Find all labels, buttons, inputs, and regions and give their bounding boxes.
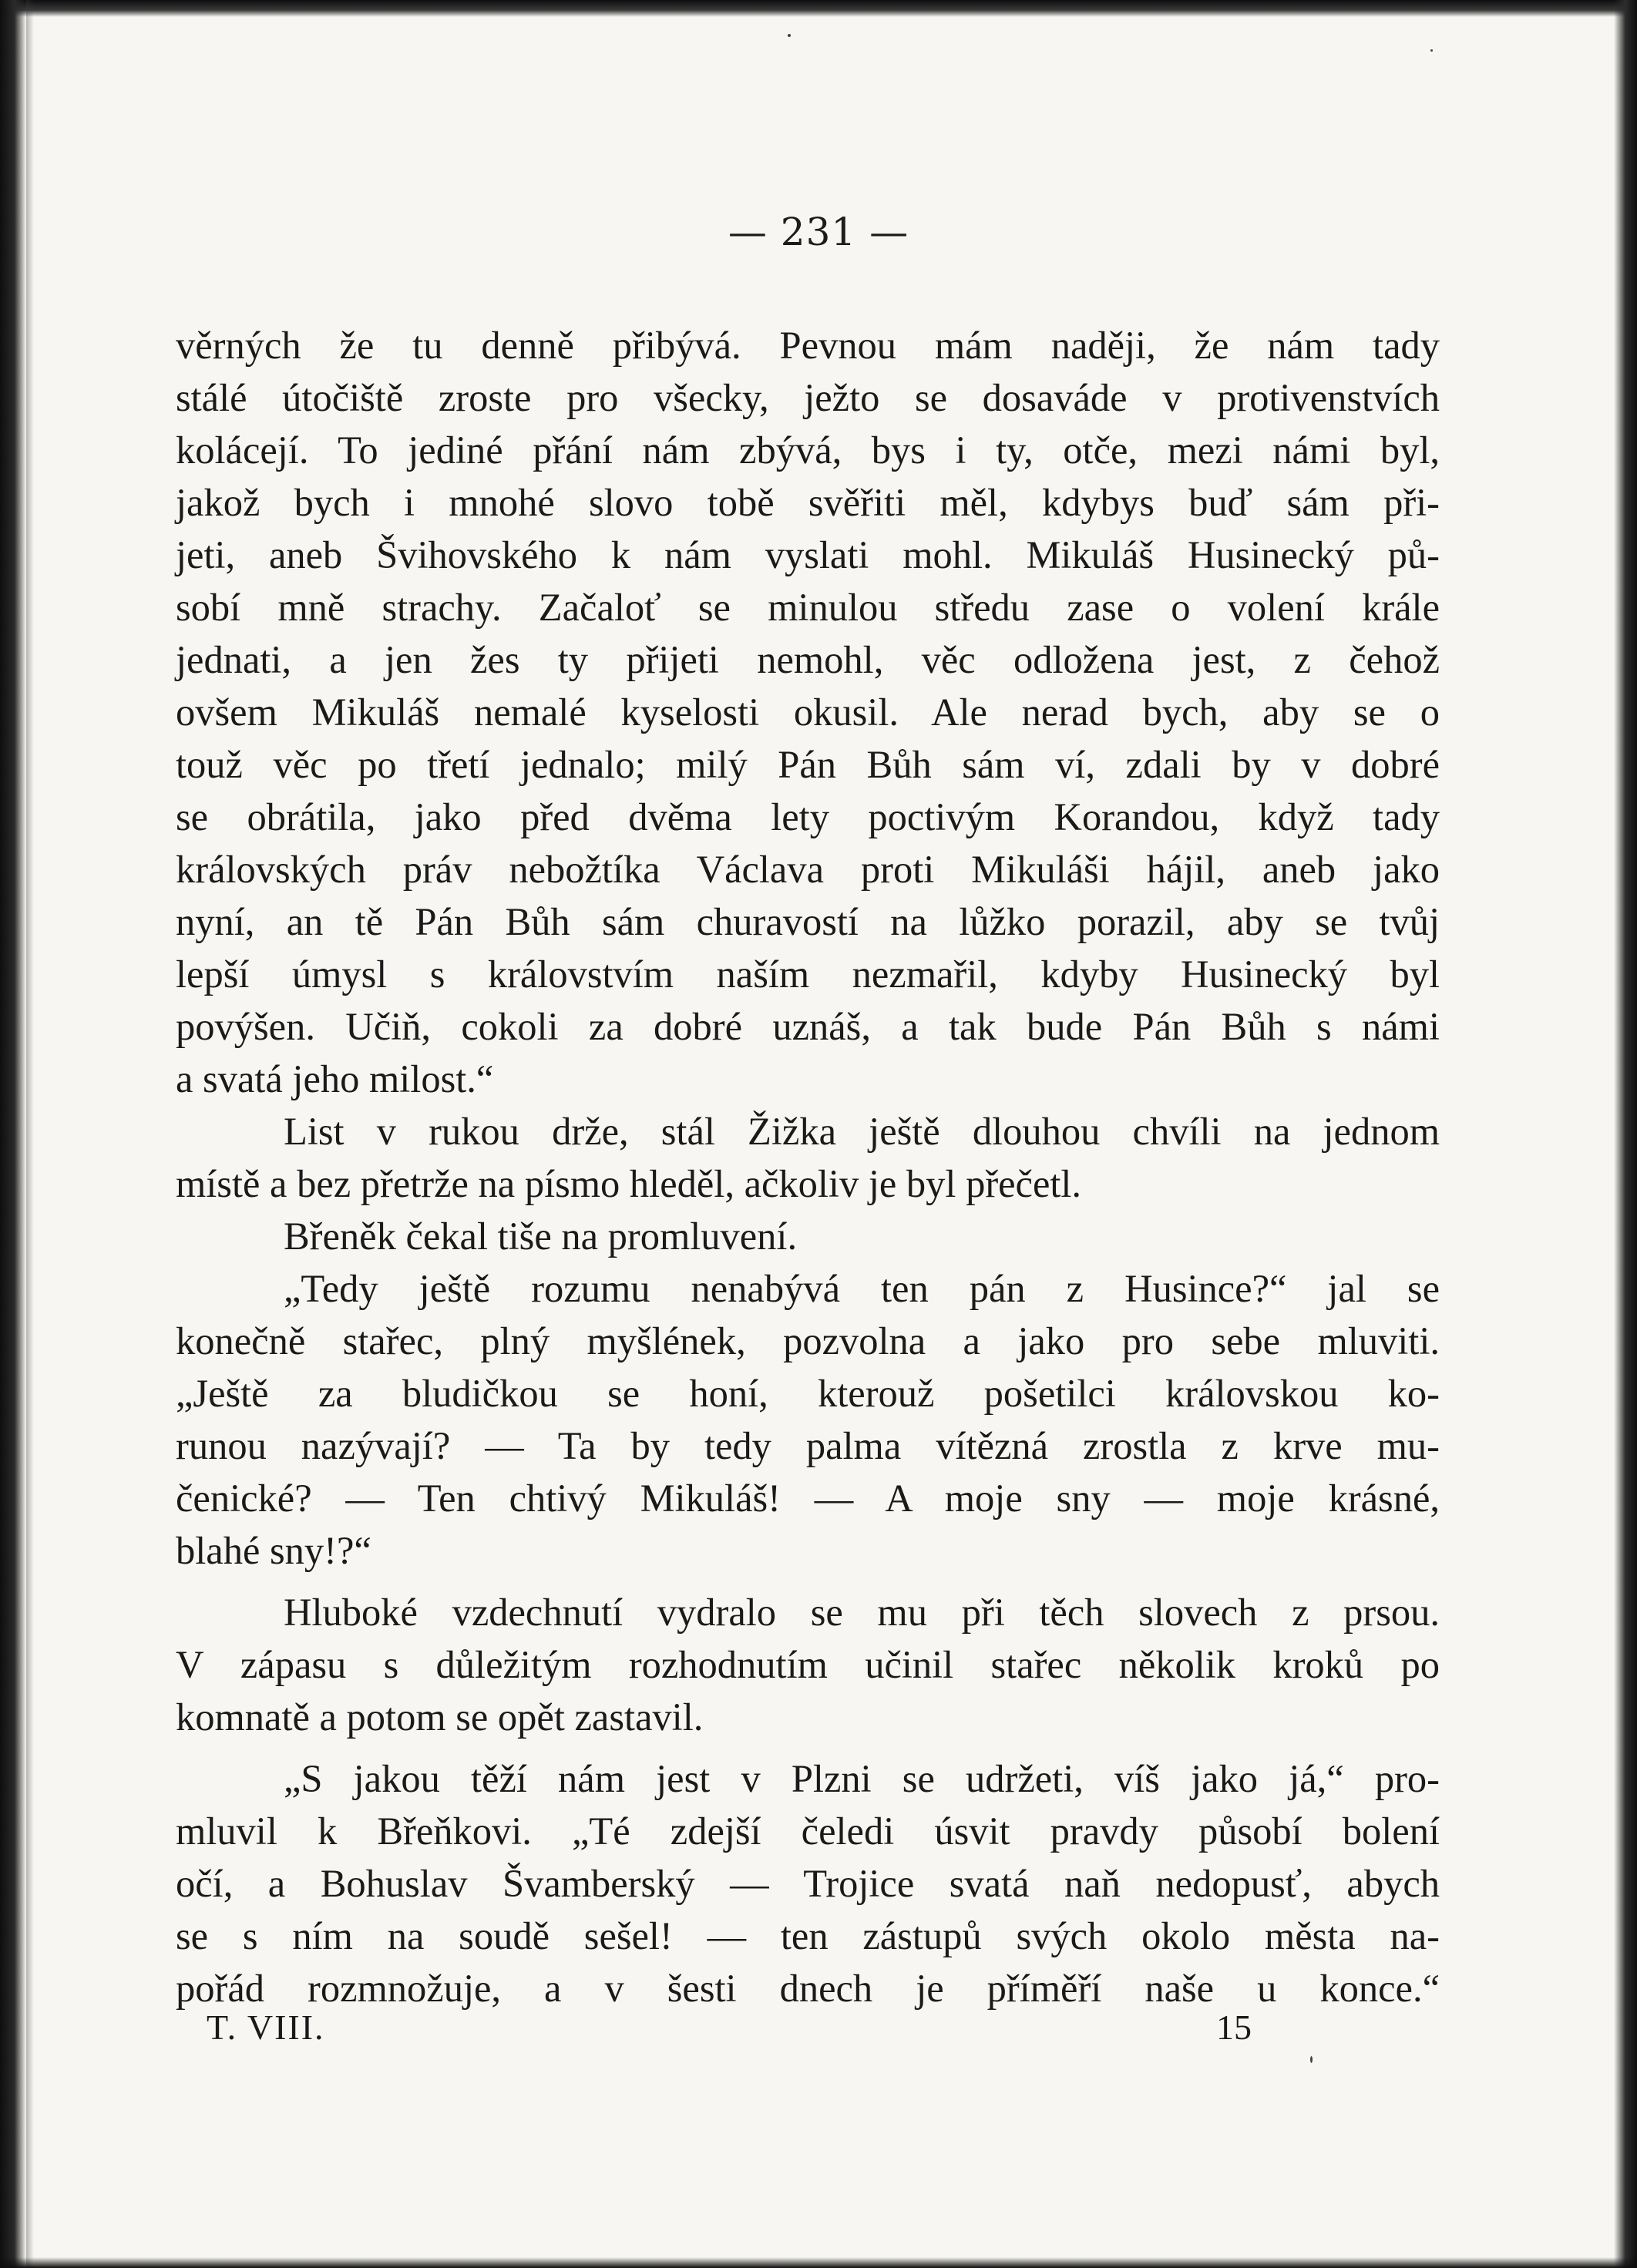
scan-edge-bottom — [0, 2257, 1637, 2268]
scan-edge-left-shadow — [26, 0, 34, 2268]
text-line: „Ještě za bludičkou se honí, kterouž pošetilci královskou ko- — [176, 1372, 1440, 1415]
text-line: místě a bez přetrže na písmo hleděl, ačkoliv je byl přečetl. — [176, 1162, 1082, 1205]
text-line: Hluboké vzdechnutí vydralo se mu při těch slovech z prsou. — [284, 1591, 1440, 1634]
page-number-header: — 231 — — [728, 210, 909, 254]
text-line: se s ním na soudě sešel! — ten zástupů svých okolo města na- — [176, 1914, 1440, 1957]
text-line: V zápasu s důležitým rozhodnutím učinil stařec několik kroků po — [176, 1643, 1440, 1686]
footer-signature: T. VIII. — [207, 2008, 325, 2047]
scan-speck — [1310, 2056, 1313, 2063]
footer-sheet-number: 15 — [1216, 2008, 1252, 2047]
text-line: jakož bych i mnohé slovo tobě svěřiti měl, kdybys buď sám při- — [176, 481, 1440, 524]
text-line: a svatá jeho milost.“ — [176, 1057, 494, 1100]
text-line: runou nazývají? — Ta by tedy palma vítězná zrostla z krve mu- — [176, 1424, 1440, 1467]
page-footer — [0, 2007, 1637, 2053]
text-line: kolácejí. To jediné přání nám zbývá, bys i ty, otče, mezi námi byl, — [176, 428, 1440, 472]
text-line: se obrátila, jako před dvěma lety poctivým Korandou, když tady — [176, 795, 1440, 838]
text-line: jednati, a jen žes ty přijeti nemohl, věc odložena jest, z čehož — [176, 638, 1440, 681]
text-line: „S jakou těží nám jest v Plzni se udržeti, víš jako já,“ pro- — [284, 1757, 1440, 1800]
body-text — [176, 319, 1440, 2014]
text-line: sobí mně strachy. Začaloť se minulou středu zase o volení krále — [176, 586, 1440, 629]
text-line: věrných že tu denně přibývá. Pevnou mám naději, že nám tady — [176, 324, 1440, 367]
text-line: blahé sny!?“ — [176, 1529, 371, 1572]
text-line: pořád rozmnožuje, a v šesti dnech je příměří naše u konce.“ — [176, 1967, 1440, 2010]
text-line: nyní, an tě Pán Bůh sám churavostí na lůžko porazil, aby se tvůj — [176, 900, 1440, 943]
text-line: Břeněk čekal tiše na promluvení. — [284, 1215, 798, 1258]
text-line: „Tedy ještě rozumu nenabývá ten pán z Husince?“ jal se — [284, 1267, 1440, 1310]
text-line: konečně stařec, plný myšlének, pozvolna a jako pro sebe mluviti. — [176, 1319, 1440, 1362]
paragraph-gap — [176, 1743, 1440, 1752]
text-line: stálé útočiště zroste pro všecky, ježto se dosaváde v protivenstvích — [176, 376, 1440, 419]
scan-speck — [788, 34, 791, 37]
paragraph-gap — [176, 1577, 1440, 1586]
text-line: touž věc po třetí jednalo; milý Pán Bůh sám ví, zdali by v dobré — [176, 743, 1440, 786]
text-line: jeti, aneb Švihovského k nám vyslati mohl. Mikuláš Husinecký pů- — [176, 533, 1440, 576]
text-line: povýšen. Učiň, cokoli za dobré uznáš, a tak bude Pán Bůh s námi — [176, 1005, 1440, 1048]
text-line: královských práv nebožtíka Václava proti Mikuláši hájil, aneb jako — [176, 848, 1440, 891]
scan-edge-right — [1614, 0, 1637, 2268]
text-line: komnatě a potom se opět zastavil. — [176, 1695, 704, 1739]
scan-edge-top — [0, 0, 1637, 17]
text-line: očí, a Bohuslav Švamberský — Trojice svatá naň nedopusť, abych — [176, 1862, 1440, 1905]
text-line: mluvil k Břeňkovi. „Té zdejší čeledi úsvit pravdy působí bolení — [176, 1809, 1440, 1853]
scan-speck — [1430, 49, 1433, 52]
text-line: ovšem Mikuláš nemalé kyselosti okusil. Ale nerad bych, aby se o — [176, 690, 1440, 734]
text-line: List v rukou drže, stál Žižka ještě dlouhou chvíli na jednom — [284, 1110, 1440, 1153]
text-line: lepší úmysl s královstvím naším nezmařil, kdyby Husinecký byl — [176, 953, 1440, 996]
scan-edge-left — [0, 0, 26, 2268]
text-line: čenické? — Ten chtivý Mikuláš! — A moje sny — moje krásné, — [176, 1477, 1440, 1520]
